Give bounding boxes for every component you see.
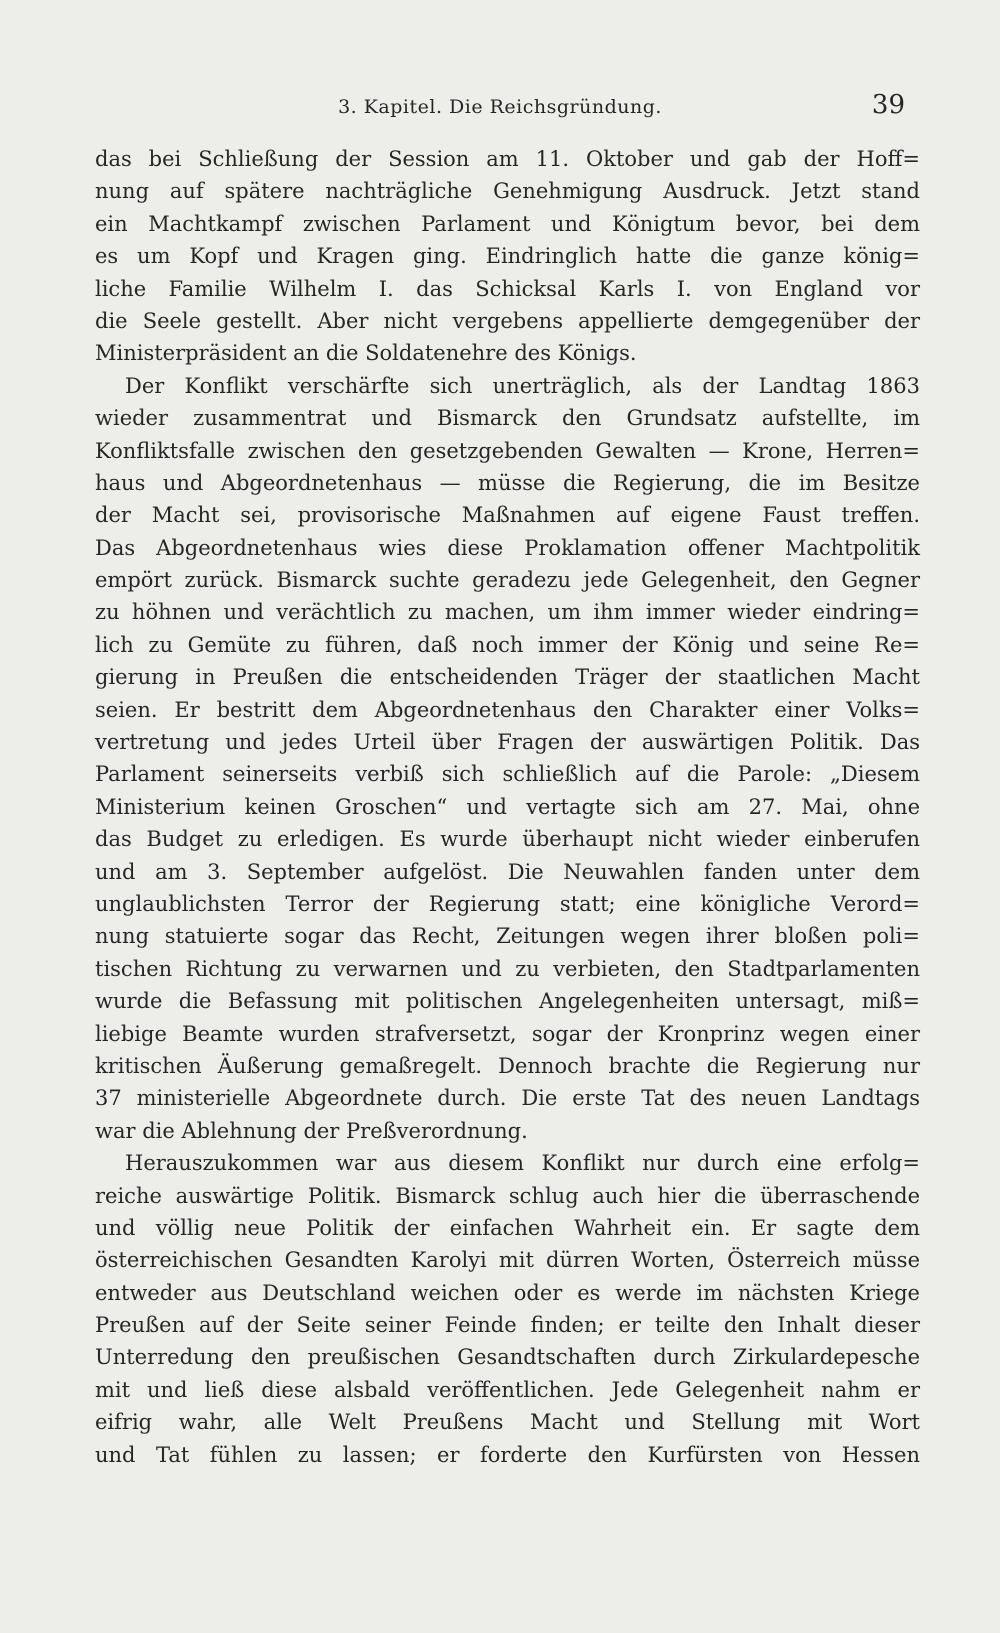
text-line: Das Abgeordnetenhaus wies diese Proklamation offener Machtpolitik: [95, 535, 920, 560]
text-line: nung auf spätere nachträgliche Genehmigung Ausdruck. Jetzt stand: [95, 179, 920, 204]
text-line: das bei Schließung der Session am 11. Oktober und gab der Hoff=: [95, 147, 920, 171]
page-header: [95, 88, 905, 128]
text-line: und am 3. September aufgelöst. Die Neuwahlen fanden unter dem: [95, 859, 920, 884]
text-line: liebige Beamte wurden strafversetzt, sogar der Kronprinz wegen einer: [95, 1021, 920, 1046]
text-line: die Seele gestellt. Aber nicht vergebens appellierte demgegenüber der: [95, 308, 920, 333]
text-line: Ministerpräsident an die Soldatenehre des Königs.: [95, 341, 637, 366]
text-line: eifrig wahr, alle Welt Preußens Macht und Stellung mit Wort: [95, 1410, 920, 1435]
text-line: wurde die Befassung mit politischen Angelegenheiten untersagt, miß=: [95, 989, 920, 1014]
text-line: Parlament seinerseits verbiß sich schließlich auf die Parole: „Diesem: [95, 762, 920, 787]
text-line: vertretung und jedes Urteil über Fragen der auswärtigen Politik. Das: [95, 730, 920, 755]
text-line: seien. Er bestritt dem Abgeordnetenhaus den Charakter einer Volks=: [95, 697, 920, 722]
text-line: lich zu Gemüte zu führen, daß noch immer der König und seine Re=: [95, 632, 920, 657]
text-line: war die Ablehnung der Preßverordnung.: [95, 1118, 528, 1143]
text-line: Der Konflikt verschärfte sich unerträglich, als der Landtag 1863: [125, 373, 920, 398]
text-line: Preußen auf der Seite seiner Feinde finden; er teilte den Inhalt dieser: [95, 1313, 920, 1338]
body-text: [95, 143, 920, 1471]
text-line: nung statuierte sogar das Recht, Zeitungen wegen ihrer bloßen poli=: [95, 924, 920, 949]
text-line: es um Kopf und Kragen ging. Eindringlich hatte die ganze könig=: [95, 244, 920, 269]
text-line: mit und ließ diese alsbald veröffentlichen. Jede Gelegenheit nahm er: [95, 1377, 920, 1402]
running-title: 3. Kapitel. Die Reichsgründung.: [338, 96, 662, 118]
text-line: unglaublichsten Terror der Regierung statt; eine königliche Verord=: [95, 891, 920, 916]
text-line: und Tat fühlen zu lassen; er forderte den Kurfürsten von Hessen: [95, 1442, 920, 1467]
text-line: wieder zusammentrat und Bismarck den Grundsatz aufstellte, im: [95, 406, 920, 431]
text-line: und völlig neue Politik der einfachen Wahrheit ein. Er sagte dem: [95, 1215, 920, 1240]
text-line: liche Familie Wilhelm I. das Schicksal Karls I. von England vor: [95, 276, 920, 301]
text-line: 37 ministerielle Abgeordnete durch. Die erste Tat des neuen Landtags: [95, 1086, 920, 1111]
text-line: kritischen Äußerung gemaßregelt. Dennoch brachte die Regierung nur: [95, 1053, 920, 1078]
text-line: haus und Abgeordnetenhaus — müsse die Regierung, die im Besitze: [95, 470, 920, 495]
page-number: 39: [871, 90, 905, 120]
text-line: gierung in Preußen die entscheidenden Träger der staatlichen Macht: [95, 665, 920, 690]
text-line: österreichischen Gesandten Karolyi mit dürren Worten, Österreich müsse: [95, 1248, 920, 1273]
text-line: entweder aus Deutschland weichen oder es werde im nächsten Kriege: [95, 1280, 920, 1305]
text-line: Unterredung den preußischen Gesandtschaften durch Zirkulardepesche: [95, 1345, 920, 1370]
text-line: Konfliktsfalle zwischen den gesetzgebenden Gewalten — Krone, Herren=: [95, 438, 920, 463]
text-line: Herauszukommen war aus diesem Konflikt nur durch eine erfolg=: [125, 1151, 920, 1176]
text-line: der Macht sei, provisorische Maßnahmen auf eigene Faust treffen.: [95, 503, 920, 528]
text-line: das Budget zu erledigen. Es wurde überhaupt nicht wieder einberufen: [95, 827, 920, 852]
text-line: reiche auswärtige Politik. Bismarck schlug auch hier die überraschende: [95, 1183, 920, 1208]
text-line: zu höhnen und verächtlich zu machen, um ihm immer wieder eindring=: [95, 600, 920, 625]
text-line: tischen Richtung zu verwarnen und zu verbieten, den Stadtparlamenten: [95, 956, 920, 981]
text-line: ein Machtkampf zwischen Parlament und Königtum bevor, bei dem: [95, 211, 920, 236]
text-line: Ministerium keinen Groschen“ und vertagte sich am 27. Mai, ohne: [95, 794, 920, 819]
text-line: empört zurück. Bismarck suchte geradezu jede Gelegenheit, den Gegner: [95, 568, 920, 593]
